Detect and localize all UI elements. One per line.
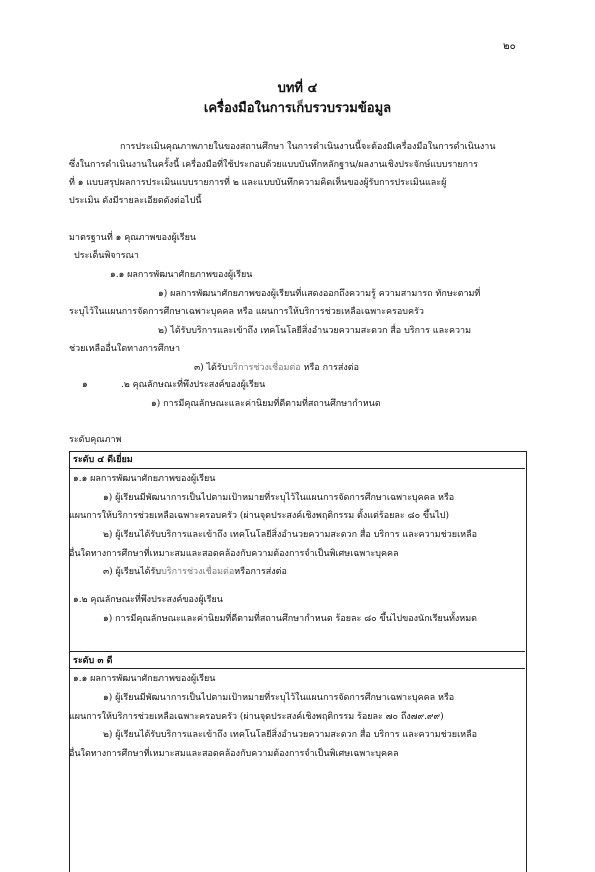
item-1-1-3 (194, 362, 359, 374)
page-number: ๒๐ (503, 41, 516, 52)
item-1-2: .๒ คุณลักษณะที่พึงประสงค์ของผู้เรียน (121, 380, 266, 390)
level-4-l1b: แผนการให้บริการช่วยเหลือเฉพาะครอบครัว (ผ่านจุดประสงค์เชิงพฤติกรรม ตั้งแต่ร้อยละ ๘๐ ขึ้นไป) (69, 511, 449, 521)
chapter-title: บทที่ ๔ (277, 81, 318, 96)
item-1-1-2a: ๒) ได้รับบริการและเข้าถึง เทคโนโลยีสิ่งอำนวยความสะดวก สื่อ บริการ และความ (158, 326, 472, 336)
item-1-1-1a: ๑) ผลการพัฒนาศักยภาพของผู้เรียนที่แสดงออกถึงความรู้ ความสามารถ ทักษะตามที่ (158, 289, 481, 299)
level-3-l2a: ๒) ผู้เรียนได้รับบริการและเข้าถึง เทคโนโลยีสิ่งอำนวยความสะดวก สื่อ บริการ และความช่วยเหลือ (103, 730, 477, 740)
level-4-s2l1: ๑) การมีคุณลักษณะและค่านิยมที่ดีตามที่สถานศึกษากำหนด ร้อยละ ๘๐ ขึ้นไปของนักเรียนทั้งหมด (103, 614, 478, 624)
intro-line-3: ที่ ๑ แบบสรุปผลการประเมินแบบรายการที่ ๒ และแบบบันทึกความคิดเห็นของผู้รับการประเมินและผู้ (69, 178, 447, 188)
level-4-sec1: ๑.๑ ผลการพัฒนาศักยภาพของผู้เรียน (73, 474, 216, 484)
level-3-l1a: ๑) ผู้เรียนมีพัฒนาการเป็นไปตามเป้าหมายที่ระบุไว้ในแผนการจัดการศึกษาเฉพาะบุคคล หรือ (103, 693, 455, 703)
quality-heading: ระดับคุณภาพ (69, 435, 122, 445)
item-1-1-3-prefix: ๓) ได้รับ (194, 363, 228, 373)
table-divider (69, 468, 525, 469)
table-divider (69, 651, 525, 652)
intro-line-1: การประเมินคุณภาพภายในของสถานศึกษา ในการดำเนินงานนี้จะต้องมีเครื่องมือในการดำเนินงาน (120, 142, 496, 152)
item-1-1-3-suffix: หรือ การส่งต่อ (300, 363, 360, 373)
level-4-l1a: ๑) ผู้เรียนมีพัฒนาการเป็นไปตามเป้าหมายที่ระบุไว้ในแผนการจัดการศึกษาเฉพาะบุคคล หรือ (103, 493, 455, 503)
level-4-l3-suffix: หรือการส่งต่อ (234, 567, 287, 577)
chapter-subtitle: เครื่องมือในการเก็บรวบรวมข้อมูล (203, 101, 392, 116)
item-1-1-3-highlight: บริการช่วงเชื่อมต่อ (227, 363, 301, 373)
level-3-l1b: แผนการให้บริการช่วยเหลือเฉพาะครอบครัว (ผ่านจุดประสงค์เชิงพฤติกรรม ร้อยละ ๗๐ ถึง๗๙.๙๙) (69, 712, 444, 722)
standard-heading: มาตรฐานที่ ๑ คุณภาพของผู้เรียน (69, 233, 197, 243)
table-divider (69, 668, 525, 669)
item-1-1-2b: ช่วยเหลืออื่นใดทางการศึกษา (69, 344, 181, 354)
level-4-l2b: อื่นใดทางการศึกษาที่เหมาะสมและสอดคล้องกับความต้องการจำเป็นพิเศษเฉพาะบุคคล (69, 549, 399, 559)
level-4-sec2: ๑.๒ คุณลักษณะที่พึงประสงค์ของผู้เรียน (73, 595, 223, 605)
level-3-l2b: อื่นใดทางการศึกษาที่เหมาะสมและสอดคล้องกับความต้องการจำเป็นพิเศษเฉพาะบุคคล (69, 749, 399, 759)
level-4-l3-highlight: บริการช่วงเชื่อมต่อ (161, 567, 235, 577)
intro-line-2: ซึ่งในการดำเนินงานในครั้งนี้ เครื่องมือที่ใช้ประกอบด้วยแบบบันทึกหลักฐาน/ผลงานเชิงประจักษ์แบบรายการ (69, 160, 479, 170)
level-4-l3 (103, 566, 287, 578)
level-4-title: ระดับ ๔ ดีเยี่ยม (73, 455, 133, 465)
intro-line-4: ประเมิน ดังมีรายละเอียดดังต่อไปนี้ (69, 196, 202, 206)
issue-heading: ประเด็นพิจารณา (74, 251, 139, 261)
item-1-2-1: ๑) การมีคุณลักษณะและค่านิยมที่ดีตามที่สถานศึกษากำหนด (151, 399, 381, 409)
level-4-l2a: ๒) ผู้เรียนได้รับบริการและเข้าถึง เทคโนโลยีสิ่งอำนวยความสะดวก สื่อ บริการ และความช่วยเหลือ (103, 530, 477, 540)
level-3-title: ระดับ ๓ ดี (73, 656, 113, 666)
item-1-1: ๑.๑ ผลการพัฒนาศักยภาพของผู้เรียน (110, 270, 253, 280)
level-4-l3-prefix: ๓) ผู้เรียนได้รับ (103, 567, 162, 577)
level-3-sec1: ๑.๑ ผลการพัฒนาศักยภาพของผู้เรียน (73, 674, 216, 684)
item-1-1-1b: ระบุไว้ในแผนการจัดการศึกษาเฉพาะบุคคล หรือ แผนการให้บริการช่วยเหลือเฉพาะครอบครัว (69, 307, 424, 317)
item-1-2-bullet: ๑ (82, 380, 88, 390)
